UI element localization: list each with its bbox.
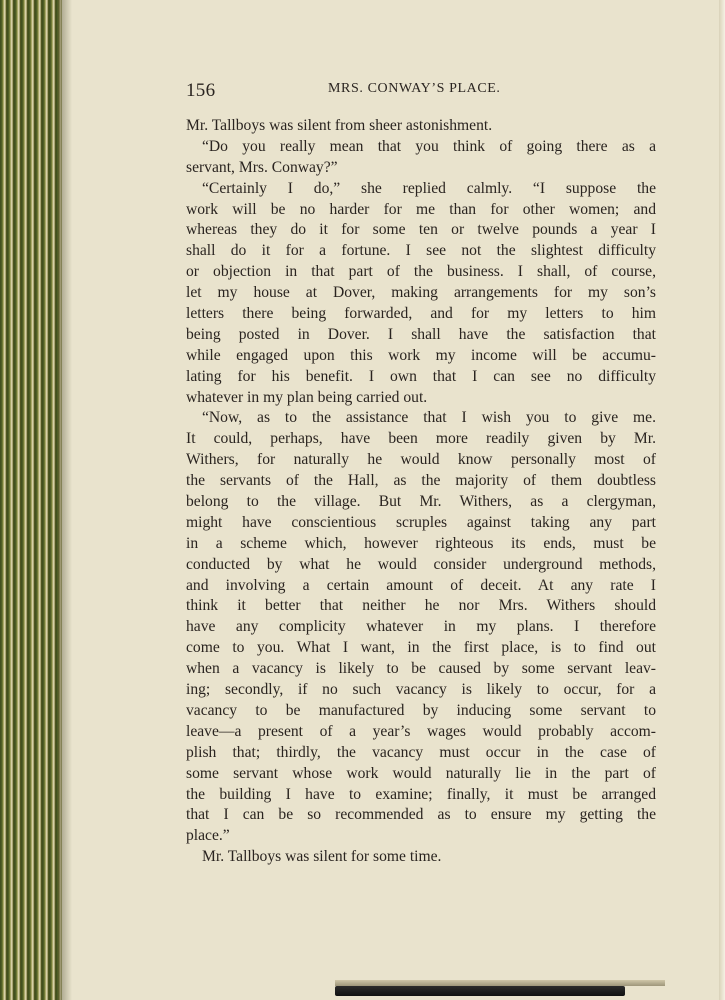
text-line: servant, Mrs. Conway?” [186, 158, 338, 176]
text-line: “Do you really mean that you think of going there as a [202, 137, 656, 155]
gutter-shadow [58, 0, 72, 1000]
text-line: place.” [186, 827, 230, 845]
text-line: and involving a certain amount of deceit. At any rate I [186, 576, 656, 594]
text-line: leave—a present of a year’s wages would probably accom- [186, 722, 656, 740]
text-line: belong to the village. But Mr. Withers, as a clergyman, [186, 493, 656, 511]
right-page-edge [719, 0, 725, 1000]
text-line: shall do it for a fortune. I see not the slightest difficulty [186, 242, 656, 260]
text-line: the building I have to examine; finally, it must be arranged [186, 785, 656, 803]
text-line: lating for his benefit. I own that I can see no difficulty [186, 367, 656, 385]
body-text [186, 116, 656, 868]
text-line: whatever in my plan being carried out. [186, 388, 428, 406]
text-line: some servant whose work would naturally lie in the part of [186, 764, 656, 782]
running-title: MRS. CONWAY’S PLACE. [328, 81, 501, 96]
text-line: come to you. What I want, in the first place, is to find out [186, 639, 656, 657]
text-line: being posted in Dover. I shall have the satisfaction that [186, 325, 656, 343]
text-line: “Certainly I do,” she replied calmly. “I suppose the [202, 179, 656, 197]
text-line: vacancy to be manufactured by inducing some servant to [186, 701, 656, 719]
page-header [186, 80, 656, 102]
text-line: Withers, for naturally he would know personally most of [186, 451, 656, 469]
text-line: whereas they do it for some ten or twelve pounds a year I [186, 221, 656, 239]
text-line: when a vacancy is likely to be caused by some servant leav- [186, 660, 656, 678]
text-line: in a scheme which, however righteous its ends, must be [186, 534, 656, 552]
text-line: might have conscientious scruples against taking any part [186, 513, 656, 531]
text-line: or objection in that part of the business. I shall, of course, [186, 263, 656, 281]
bookmark-ribbon [335, 986, 625, 996]
text-line: let my house at Dover, making arrangements for my son’s [186, 284, 656, 302]
text-line: plish that; thirdly, the vacancy must occur in the case of [186, 743, 656, 761]
book-page-edges [0, 0, 62, 1000]
text-line: have any complicity whatever in my plans. I therefore [186, 618, 656, 636]
text-line: Mr. Tallboys was silent for some time. [202, 848, 442, 866]
text-line: Mr. Tallboys was silent from sheer astonishment. [186, 117, 493, 134]
text-line: the servants of the Hall, as the majority of them doubtless [186, 472, 656, 490]
text-line: think it better that neither he nor Mrs. Withers should [186, 597, 656, 615]
text-line: while engaged upon this work my income will be accumu- [186, 346, 656, 364]
text-line: “Now, as to the assistance that I wish you to give me. [202, 409, 656, 427]
text-line: work will be no harder for me than for other women; and [186, 200, 656, 218]
text-line: conducted by what he would consider underground methods, [186, 555, 656, 573]
text-line: letters there being forwarded, and for my letters to him [186, 305, 656, 323]
page-number: 156 [186, 80, 216, 101]
text-line: that I can be so recommended as to ensure my getting the [186, 806, 656, 824]
text-line: It could, perhaps, have been more readily given by Mr. [186, 430, 656, 448]
text-line: ing; secondly, if no such vacancy is likely to occur, for a [186, 681, 656, 699]
